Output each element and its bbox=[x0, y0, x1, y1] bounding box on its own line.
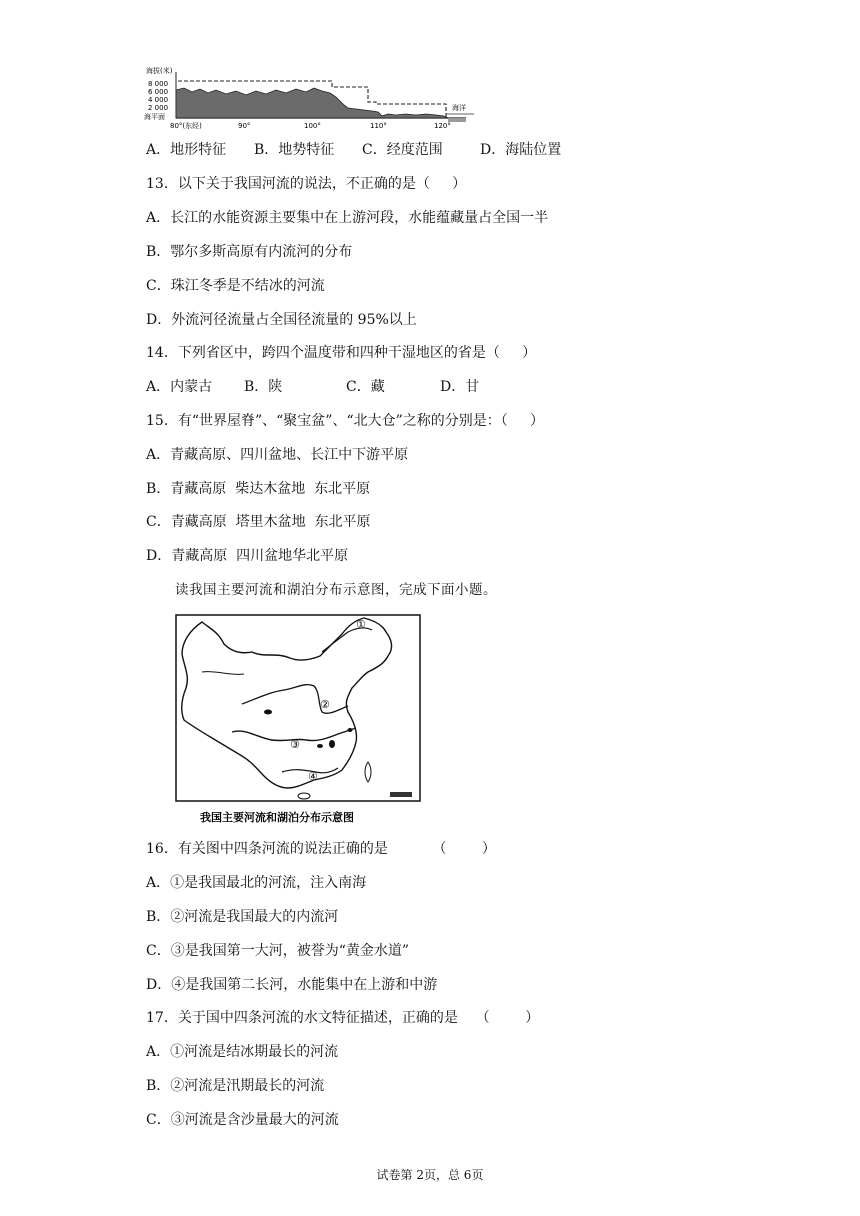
profile-sea-level-label: 海平面 bbox=[144, 113, 165, 121]
profile-x-tick: 100° bbox=[304, 122, 321, 130]
page-footer: 试卷第 2页，总 6页 bbox=[376, 1168, 484, 1182]
poyang-lake bbox=[329, 740, 335, 748]
q16-stem: 16．有关图中四条河流的说法正确的是 （ ） bbox=[146, 841, 496, 857]
marker-3: ③ bbox=[290, 738, 300, 751]
map-scale bbox=[390, 792, 412, 797]
q12-option-c[interactable]: C．经度范围 bbox=[362, 142, 443, 158]
dongting-lake bbox=[317, 744, 323, 748]
q12-options bbox=[146, 141, 646, 159]
q14-option-a[interactable]: A．内蒙古 bbox=[146, 379, 213, 395]
q17-stem: 17．关于国中四条河流的水文特征描述，正确的是 （ ） bbox=[146, 1010, 540, 1026]
q15-option-b[interactable]: B．青藏高原 柴达木盆地 东北平原 bbox=[146, 481, 371, 497]
china-rivers-map bbox=[172, 612, 424, 826]
q16-option-c[interactable]: C．③是我国第一大河，被誉为“黄金水道” bbox=[146, 943, 410, 959]
q17-option-b[interactable]: B．②河流是汛期最长的河流 bbox=[146, 1078, 325, 1094]
q14-option-d[interactable]: D．甘 bbox=[440, 379, 480, 395]
q14-options bbox=[146, 378, 646, 396]
q15-option-d[interactable]: D．青藏高原 四川盆地华北平原 bbox=[146, 548, 349, 564]
marker-4: ④ bbox=[308, 770, 318, 783]
q15-option-a[interactable]: A．青藏高原、四川盆地、长江中下游平原 bbox=[146, 447, 409, 463]
profile-y-tick: 8 000 bbox=[148, 80, 169, 88]
q15-stem: 15．有“世界屋脊”、“聚宝盆”、“北大仓”之称的分别是：（ ） bbox=[146, 413, 545, 429]
profile-y-tick: 2 000 bbox=[148, 104, 169, 112]
q14-option-c[interactable]: C．藏 bbox=[346, 379, 385, 395]
q14-option-b[interactable]: B．陕 bbox=[244, 379, 283, 395]
q14-stem: 14．下列省区中，跨四个温度带和四种干湿地区的省是（ ） bbox=[146, 345, 537, 361]
terrain-profile-figure bbox=[144, 64, 480, 130]
map-caption: 我国主要河流和湖泊分布示意图 bbox=[200, 811, 354, 824]
marker-1: ① bbox=[356, 618, 366, 631]
q13-option-b[interactable]: B．鄂尔多斯高原有内流河的分布 bbox=[146, 244, 353, 260]
q12-option-a[interactable]: A．地形特征 bbox=[146, 142, 227, 158]
q17-option-c[interactable]: C．③河流是含沙量最大的河流 bbox=[146, 1112, 339, 1128]
q16-option-b[interactable]: B．②河流是我国最大的内流河 bbox=[146, 909, 339, 925]
q16-option-d[interactable]: D．④是我国第二长河，水能集中在上游和中游 bbox=[146, 977, 438, 993]
q12-option-b[interactable]: B．地势特征 bbox=[254, 142, 335, 158]
profile-y-tick: 6 000 bbox=[148, 88, 169, 96]
q12-option-d[interactable]: D．海陆位置 bbox=[480, 142, 562, 158]
profile-x-tick: 80°(东经) bbox=[170, 122, 202, 130]
q16-option-a[interactable]: A．①是我国最北的河流，注入南海 bbox=[146, 875, 367, 891]
q13-option-a[interactable]: A．长江的水能资源主要集中在上游河段，水能蕴藏量占全国一半 bbox=[146, 210, 549, 226]
profile-sea-label: 海洋 bbox=[452, 104, 466, 112]
q17-option-a[interactable]: A．①河流是结冰期最长的河流 bbox=[146, 1044, 339, 1060]
profile-y-axis-title: 海拔(米) bbox=[146, 67, 173, 75]
marker-2: ② bbox=[320, 698, 330, 711]
profile-x-tick: 110° bbox=[370, 122, 387, 130]
terrain-profile bbox=[176, 88, 448, 118]
qinghai-lake bbox=[264, 710, 272, 715]
taihu-lake bbox=[348, 728, 353, 732]
q15-option-c[interactable]: C．青藏高原 塔里木盆地 东北平原 bbox=[146, 514, 371, 530]
q13-option-c[interactable]: C．珠江冬季是不结冰的河流 bbox=[146, 278, 325, 294]
q13-option-d[interactable]: D．外流河径流量占全国径流量的 95%以上 bbox=[146, 312, 417, 328]
profile-x-tick: 90° bbox=[238, 122, 251, 130]
map-intro-text: 读我国主要河流和湖泊分布示意图，完成下面小题。 bbox=[175, 582, 497, 598]
q13-stem: 13．以下关于我国河流的说法，不正确的是（ ） bbox=[146, 176, 467, 192]
profile-x-tick: 120° bbox=[434, 122, 451, 130]
profile-y-tick: 4 000 bbox=[148, 96, 169, 104]
map-frame bbox=[176, 615, 420, 801]
